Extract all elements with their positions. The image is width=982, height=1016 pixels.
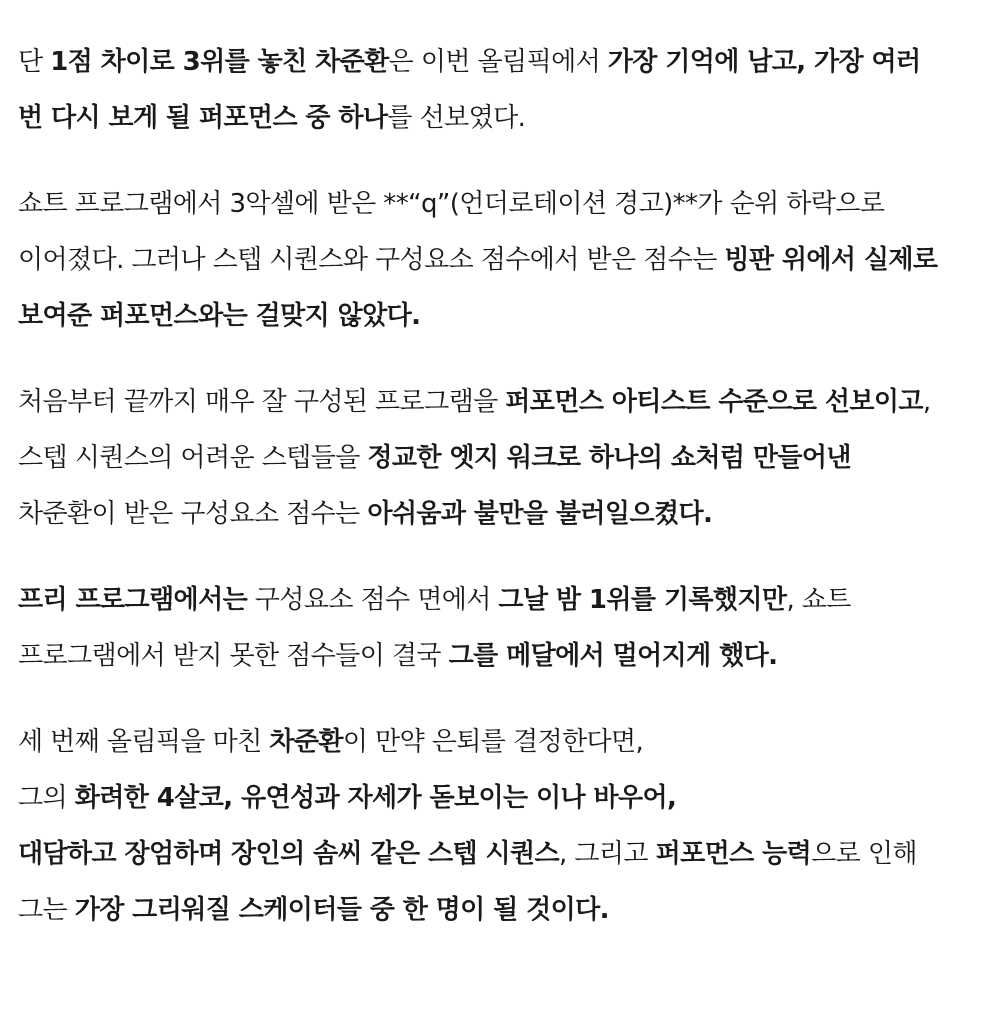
text-segment-bold: 프리 프로그램에서는 [18, 585, 248, 615]
text-segment-bold: 대담하고 장엄하며 장인의 솜씨 같은 스텝 시퀀스 [18, 839, 560, 869]
text-segment-bold: 화려한 4살코, 유연성과 자세가 돋보이는 이나 바우어, [74, 783, 677, 813]
text-segment: 차준환이 받은 구성요소 점수는 [18, 499, 368, 529]
text-segment-bold: 가장 기억에 남고, 가장 여러 번 다시 보게 될 퍼포먼스 중 하나 [18, 47, 921, 133]
closing-line-3 [18, 826, 942, 882]
text-segment: , 그리고 [559, 839, 656, 869]
text-segment-bold: 1점 차이로 3위를 놓친 차준환 [50, 47, 389, 77]
text-segment: 그는 [18, 895, 75, 925]
text-segment: 은 이번 올림픽에서 [388, 47, 608, 77]
text-segment-bold: 차준환 [269, 727, 343, 757]
closing-line-2 [18, 770, 942, 826]
text-segment: 으로 인해 [811, 839, 917, 869]
closing-line-4 [18, 882, 942, 938]
text-segment: 세 번째 올림픽을 마친 [18, 727, 270, 757]
text-segment: 이 만약 은퇴를 결정한다면, [342, 727, 644, 757]
text-segment: 구성요소 점수 면에서 [247, 585, 499, 615]
text-segment: , 쇼트 프로그램에서 받지 못한 점수들이 결국 [18, 585, 851, 671]
text-segment: 를 선보였다. [387, 103, 526, 133]
paragraph-program-composition [18, 374, 942, 542]
text-segment: 단 [18, 47, 51, 77]
text-segment-bold: 그를 메달에서 멀어지게 했다. [448, 641, 778, 671]
text-segment: 그의 [18, 783, 75, 813]
text-segment-bold: 퍼포먼스 능력 [655, 839, 812, 869]
text-segment-bold: 정교한 엣지 워크로 하나의 쇼처럼 만들어낸 [367, 443, 851, 473]
text-segment: 처음부터 끝까지 매우 잘 구성된 프로그램을 [18, 387, 506, 417]
paragraph-short-program [18, 176, 942, 344]
text-segment-bold: 빙판 위에서 실제로 보여준 퍼포먼스와는 걸맞지 않았다. [18, 245, 938, 331]
text-segment: 쇼트 프로그램에서 3악셀에 받은 **“q”(언더로테이션 경고)**가 순위 하락으로 이어졌다. 그러나 스텝 시퀀스와 구성요소 점수에서 받은 점수는 [18, 189, 885, 275]
paragraph-closing [18, 714, 942, 938]
paragraph-intro [18, 34, 942, 146]
closing-line-1 [18, 714, 942, 770]
text-segment-bold: 가장 그리워질 스케이터들 중 한 명이 될 것이다. [74, 895, 609, 925]
text-segment-bold: 아쉬움과 불만을 불러일으켰다. [367, 499, 713, 529]
paragraph-free-program [18, 572, 942, 684]
text-segment: , 스텝 시퀀스의 어려운 스텝들을 [18, 387, 931, 473]
text-segment-bold: 퍼포먼스 아티스트 수준으로 선보이고 [505, 387, 923, 417]
text-segment-bold: 그날 밤 1위를 기록했지만 [498, 585, 787, 615]
